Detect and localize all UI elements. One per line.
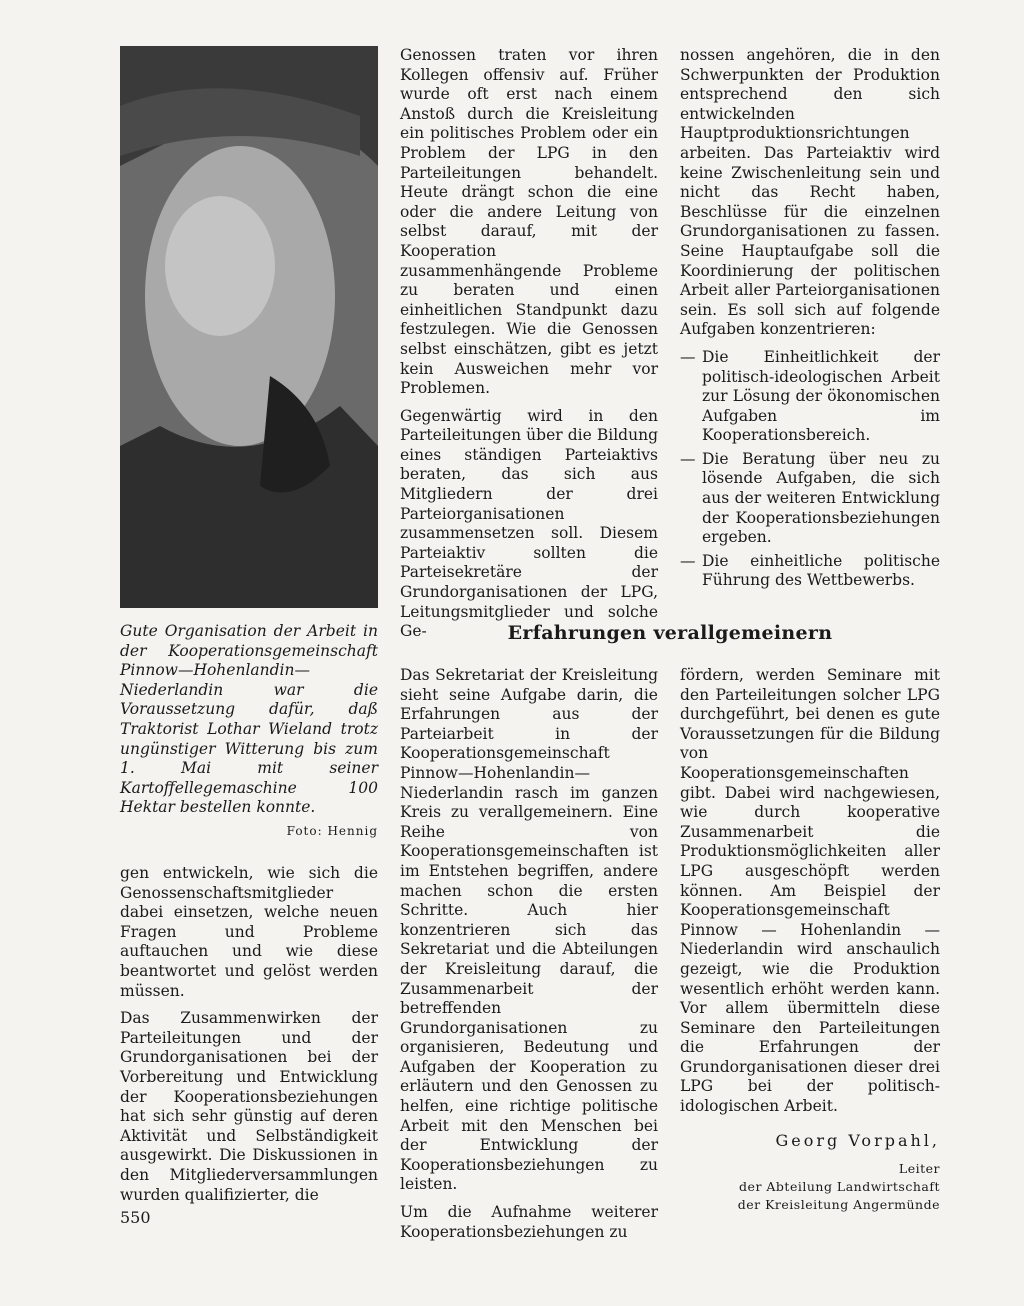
list-item: — Die Einheitlichkeit der politisch-ideologischen Arbeit zur Lösung der ökonomischen Aufgaben im Kooperationsbereich. bbox=[680, 348, 940, 446]
author-name: Georg Vorpahl, bbox=[775, 1130, 940, 1150]
paragraph: Genossen traten vor ihren Kollegen offensiv auf. Früher wurde oft erst nach einem Anstoß durch die Kreisleitung ein politisches Problem oder ein Problem der LPG in den Parteileitungen behandelt. Heute drängt schon die eine oder die andere Leitung von selbst darauf, mit der Kooperation zusammenhängende Probleme zu beraten und einen einheitlichen Standpunkt dazu festzulegen. Wie die Genossen selbst einschätzen, gibt es jetzt kein Ausweichen mehr vor Problemen. bbox=[400, 46, 658, 398]
author-title bbox=[680, 1160, 940, 1214]
paragraph: Das Sekretariat der Kreisleitung sieht seine Aufgabe darin, die Erfahrungen aus der Parteiarbeit in der Kooperationsgemeinschaft Pinnow—Hohenlandin—Niederlandin rasch im ganzen Kreis zu verallgemeinern. Eine Reihe von Kooperationsgemeinschaften ist im Entstehen begriffen, andere machen schon die ersten Schritte. Auch hier konzentrieren sich das Sekretariat und die Abteilungen der Kreisleitung darauf, die Zusammenarbeit der betreffenden Grundorganisationen zu organisieren, Bedeutung und Aufgaben der Kooperation zu erläutern und den Genossen zu helfen, eine richtige politische Arbeit mit den Menschen bei der Entwicklung der Kooperationsbeziehungen zu leisten. bbox=[400, 666, 658, 1194]
list-item: — Die Beratung über neu zu lösende Aufgaben, die sich aus der weiteren Entwicklung der Kooperationsbeziehungen ergeben. bbox=[680, 450, 940, 548]
section-heading: Erfahrungen verallgemeinern bbox=[507, 622, 833, 644]
column-3-upper bbox=[680, 46, 940, 595]
column-1-lower bbox=[120, 864, 378, 1213]
author-title-line: Leiter bbox=[898, 1161, 940, 1177]
portrait-photo bbox=[120, 46, 378, 608]
page-number: 550 bbox=[120, 1208, 151, 1227]
author-title-line: der Kreisleitung Angermünde bbox=[737, 1197, 940, 1213]
paragraph: nossen angehören, die in den Schwerpunkten der Produktion entsprechend den sich entwickelnden Hauptproduktionsrichtungen arbeiten. Das Parteiaktiv wird keine Zwischenleitung sein und nicht das Recht haben, Beschlüsse für die einzelnen Grundorganisationen zu fassen. Seine Hauptaufgabe soll die Koordinierung der politischen Arbeit aller Parteiorganisationen sein. Es soll sich auf folgende Aufgaben konzentrieren: bbox=[680, 46, 940, 339]
list-item: — Die einheitliche politische Führung des Wettbewerbs. bbox=[680, 552, 940, 591]
column-2-lower bbox=[400, 666, 658, 1250]
bullet-list bbox=[680, 348, 940, 591]
paragraph: Das Zusammenwirken der Parteileitungen und der Grundorganisationen bei der Vorbereitung und Entwicklung der Kooperationsbeziehungen hat sich sehr günstig auf deren Aktivität und Selbständigkeit ausgewirkt. Die Diskussionen in den Mitgliederversammlungen wurden qualifizierter, die bbox=[120, 1009, 378, 1204]
author-title-line: der Abteilung Landwirtschaft bbox=[739, 1179, 940, 1195]
caption-text: Gute Organisation der Arbeit in der Kooperationsgemeinschaft Pinnow—Hohenlandin—Niederlandin war die Voraussetzung dafür, daß Traktorist Lothar Wieland trotz ungünstiger Witterung bis zum 1. Mai mit seiner Kartoffellegemaschine 100 Hektar bestellen konnte. bbox=[120, 622, 378, 817]
column-3-lower bbox=[680, 666, 940, 1214]
portrait-photo-icon bbox=[120, 46, 378, 608]
column-2-upper bbox=[400, 46, 658, 650]
photo-caption bbox=[120, 622, 378, 842]
paragraph: gen entwickeln, wie sich die Genossenschaftsmitglieder dabei einsetzen, welche neuen Fragen und Probleme auftauchen und wie diese beantwortet und gelöst werden müssen. bbox=[120, 864, 378, 1000]
paragraph: fördern, werden Seminare mit den Parteileitungen solcher LPG durchgeführt, bei denen es gute Voraussetzungen für die Bildung von Kooperationsgemeinschaften gibt. Dabei wird nachgewiesen, wie durch kooperative Zusammenarbeit die Produktionsmöglichkeiten aller LPG ausgeschöpft werden können. Am Beispiel der Kooperationsgemeinschaft Pinnow — Hohenlandin — Niederlandin wird anschaulich gezeigt, wie die Produktion wesentlich erhöht werden kann. Vor allem übermitteln diese Seminare den Parteileitungen die Erfahrungen der Grundorganisationen dieser drei LPG bei der politisch-idologischen Arbeit. bbox=[680, 666, 940, 1116]
paragraph: Um die Aufnahme weiterer Kooperationsbeziehungen zu bbox=[400, 1203, 658, 1241]
photo-credit: Foto: Hennig bbox=[286, 823, 378, 838]
paragraph: Gegenwärtig wird in den Parteileitungen über die Bildung eines ständigen Parteiaktivs beraten, das sich aus Mitgliedern der drei Parteiorganisationen zusammensetzen soll. Diesem Parteiaktiv sollten die Parteisekretäre der Grundorganisationen der LPG, Leitungsmitglieder und solche Ge- bbox=[400, 406, 658, 641]
